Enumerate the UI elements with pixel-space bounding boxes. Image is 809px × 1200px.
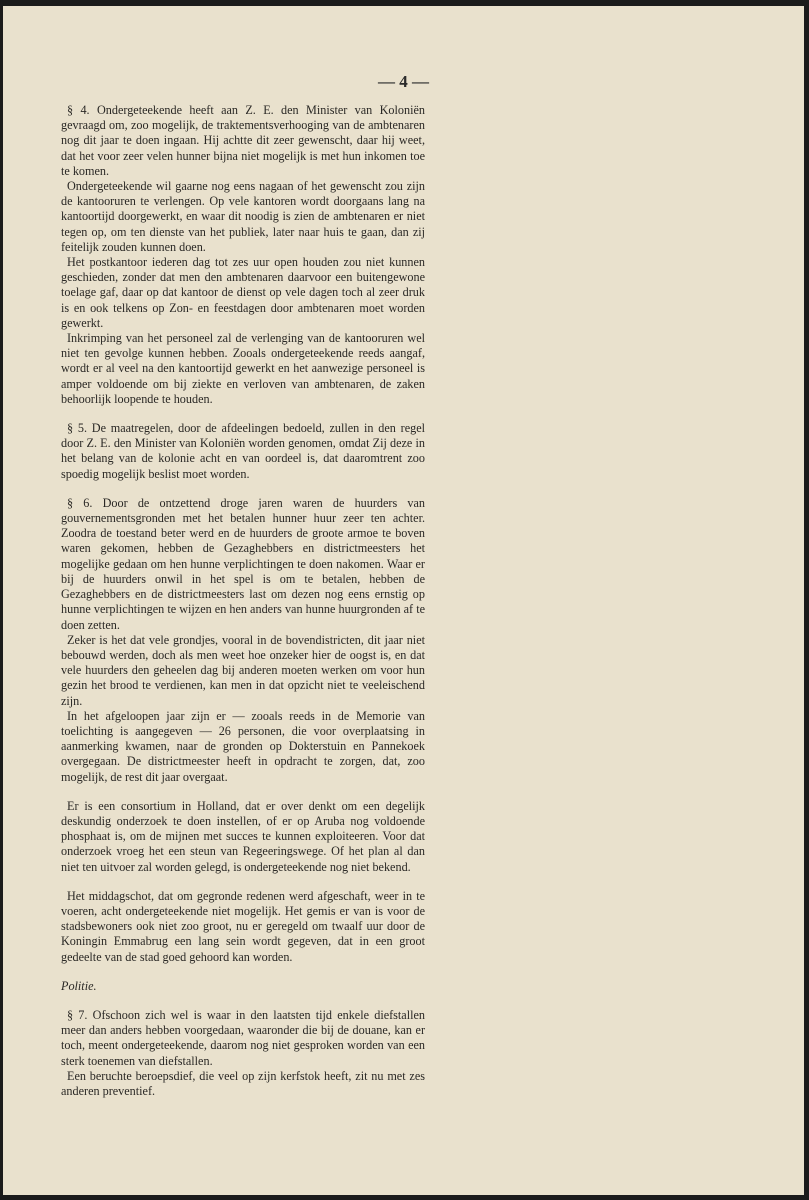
- paragraph-7a: [61, 1008, 425, 1069]
- paragraph-6a: [61, 496, 425, 633]
- paragraph-6a-text: § 6. Door de ontzettend droge jaren waren de huurders van gouvernementsgronden met het betalen hunner huur zeer ten achter. Zoodra de toestand beter werd en de huurders de groote armoe te boven waren gekomen, hebben de Gezaghebbers en districtmeesters het mogelijke gedaan om hen hunne verplichtingen te doen nakomen. Waar er bij de huurders onwil in het spel is om te betalen, hebben de Gezaghebbers en de districtmeesters last om dezen nog eens ernstig op hunne verplichtingen te wijzen en hen anders van hunne huurgronden af te doen zetten.: [61, 495, 425, 632]
- document-body: [61, 103, 425, 1099]
- document-page: [3, 6, 804, 1195]
- paragraph-4b-text: Ondergeteekende wil gaarne nog eens nagaan of het gewenscht zou zijn de kantooruren te verlengen. Op vele kantoren wordt doorgaans lang na kantoortijd doorgewerkt, en waar dit noodig is zien de ambtenaren er niet tegen op, om ten dienste van het publiek, later naar huis te gaan, dan zij feitelijk zouden kunnen doen.: [61, 179, 425, 254]
- paragraph-4a-text: § 4. Ondergeteekende heeft aan Z. E. den Minister van Koloniën gevraagd om, zoo mogelijk, de traktementsverhooging van de ambtenaren nog dit jaar te doen ingaan. Hij achtte dit zeer gewenscht, daar hij weet, dat het voor zeer velen hunner bijna niet mogelijk is met hun inkomen toe te komen.: [61, 103, 425, 178]
- paragraph-6b-text: Zeker is het dat vele grondjes, vooral in de bovendistricten, dit jaar niet bebouwd werden, doch als men weet hoe onzeker hier de oogst is, en dat vele huurders den geheelen dag bij anderen moeten werken om voor hun gezin het brood te verdienen, kan men in dat opzicht niet te veeleischend zijn.: [61, 632, 425, 708]
- paragraph-6c-text: In het afgeloopen jaar zijn er — zooals reeds in de Memorie van toelichting is aangegeven — 26 personen, die voor overplaatsing in aanmerking kwamen, naar de gronden op Dokterstuin en Pannekoek overgegaan. De districtmeester heeft in opdracht te zorgen, dat, zoo mogelijk, de rest dit jaar overgaat.: [61, 708, 425, 784]
- paragraph-7b-text: Een beruchte beroepsdief, die veel op zijn kerfstok heeft, zit nu met zes anderen preventief.: [61, 1068, 425, 1098]
- paragraph-4c: [61, 255, 425, 331]
- paragraph-7b: [61, 1069, 425, 1099]
- page-number: — 4 —: [378, 72, 429, 91]
- paragraph-5: [61, 421, 425, 482]
- paragraph-4c-text: Het postkantoor iederen dag tot zes uur open houden zou niet kunnen geschieden, zonder dat men den ambtenaren daarvoor een buitengewone toelage gaf, daar op dat kantoor de dienst op vele dagen toch al zeer druk is en ook telkens op Zon- en feestdagen door ambtenaren moet worden gewerkt.: [61, 255, 425, 330]
- paragraph-consortium: [61, 799, 425, 875]
- paragraph-consortium-text: Er is een consortium in Holland, dat er over denkt om een degelijk deskundig onderzoek te doen instellen, of er op Aruba nog voldoende phosphaat is, om de mijnen met succes te kunnen exploiteeren. Voor dat onderzoek vroeg het een steun van Regeeringswege. Of het plan al dan niet ten uitvoer zal worden gelegd, is ondergeteekende nog niet bekend.: [61, 798, 425, 874]
- paragraph-5-text: § 5. De maatregelen, door de afdeelingen bedoeld, zullen in den regel door Z. E. den Minister van Koloniën worden genomen, omdat Zij deze in het belang van de kolonie acht en van oordeel is, dat daaromtrent zoo spoedig mogelijk beslist moet worden.: [61, 421, 425, 481]
- paragraph-6b: [61, 633, 425, 709]
- paragraph-middagschot: [61, 889, 425, 965]
- section-heading-politie: Politie.: [61, 978, 97, 993]
- paragraph-7a-text: § 7. Ofschoon zich wel is waar in den laatsten tijd enkele diefstallen meer dan anders hebben voorgedaan, waaronder die bij de douane, kan er toch, meent ondergeteekende, daarom nog niet gesproken worden van een sterk toenemen van diefstallen.: [61, 1007, 425, 1068]
- paragraph-4b: [61, 179, 425, 255]
- paragraph-middagschot-text: Het middagschot, dat om gegronde redenen werd afgeschaft, weer in te voeren, acht ondergeteekende niet mogelijk. Het gemis er van is voor de stadsbewoners ook niet zoo groot, nu er geregeld om twaalf uur door de Koningin Emmabrug een lang sein wordt gegeven, dat in een groot gedeelte van de stad goed gehoord kan worden.: [61, 888, 425, 964]
- paragraph-4d-text: Inkrimping van het personeel zal de verlenging van de kantooruren wel niet ten gevolge kunnen hebben. Zooals ondergeteekende reeds aangaf, wordt er al veel na den kantoortijd gewerkt en het aanwezige personeel is amper voldoende om bij ziekte en verloven van ambtenaren, de zaken behoorlijk loopende te houden.: [61, 331, 425, 406]
- paragraph-4d: [61, 331, 425, 407]
- paragraph-6c: [61, 709, 425, 785]
- paragraph-4a: [61, 103, 425, 179]
